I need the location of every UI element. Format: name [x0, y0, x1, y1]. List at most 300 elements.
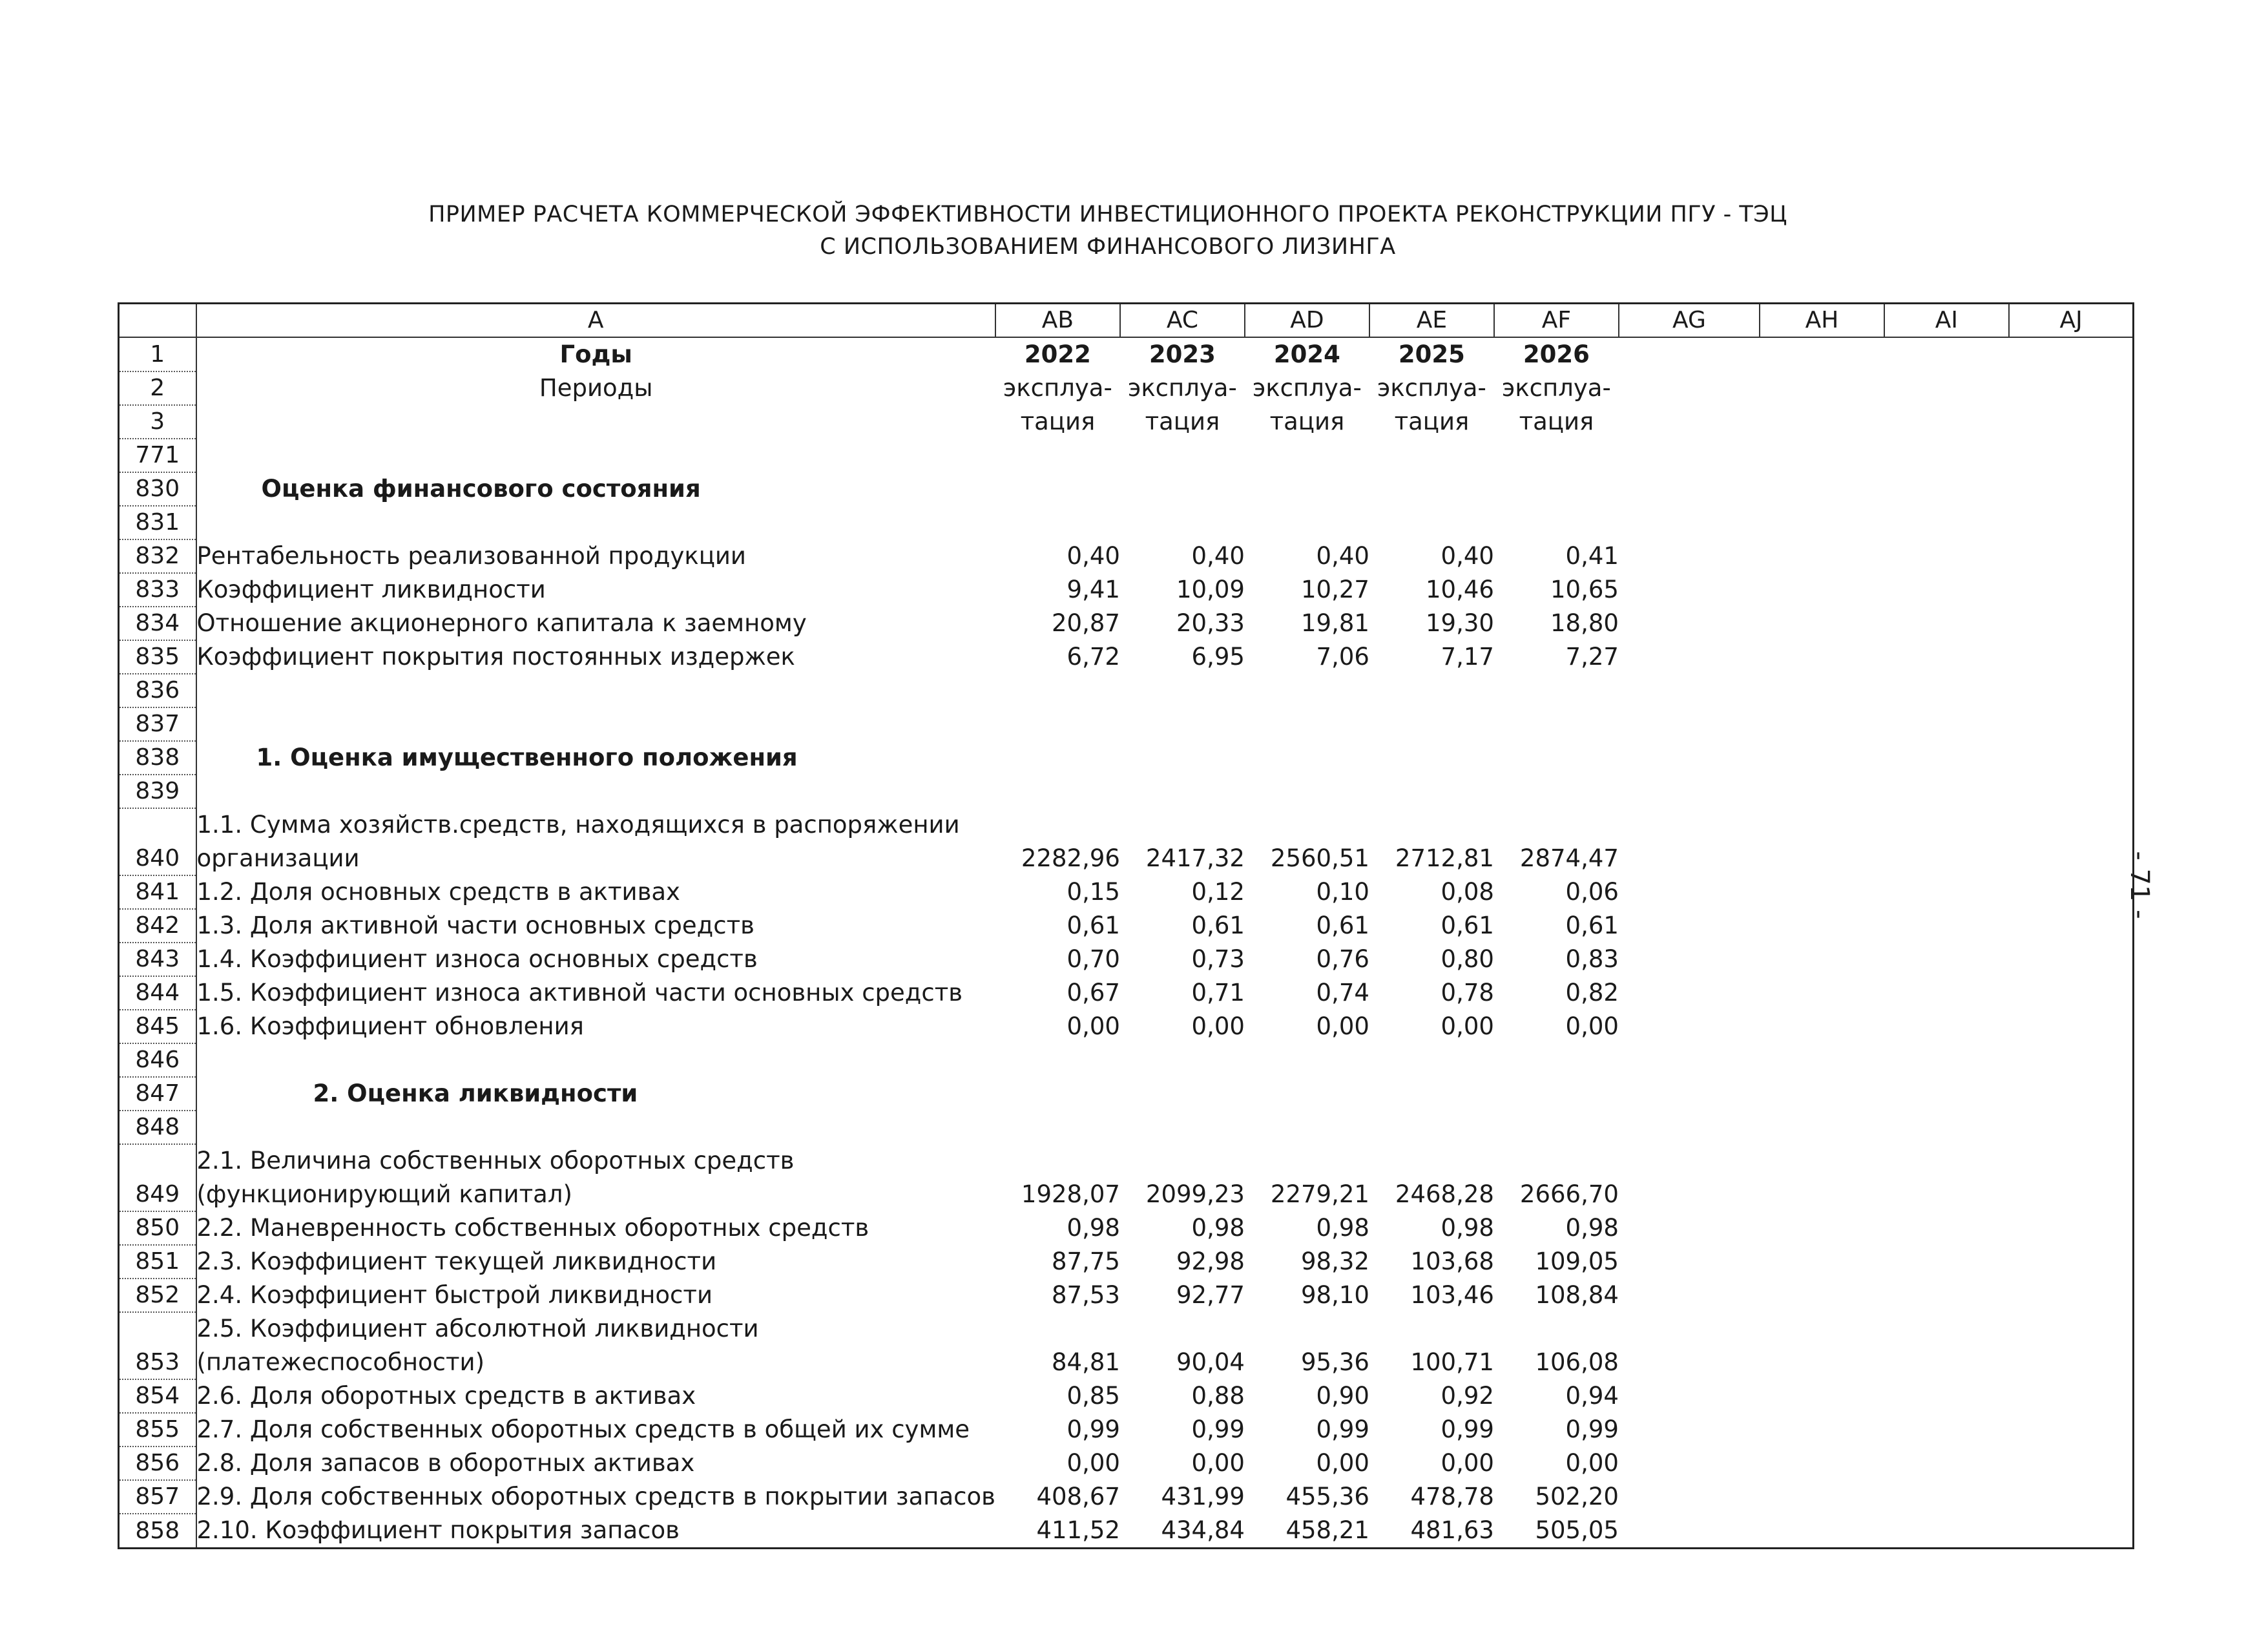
value-cell: 0,94 — [1565, 1381, 1619, 1410]
value-cell: 7,06 — [1316, 642, 1369, 671]
row-number: 837 — [119, 707, 196, 741]
value-cell — [1245, 707, 1369, 741]
value-cell: 0,82 — [1565, 978, 1619, 1007]
value-cell — [1494, 506, 1619, 539]
value-cell — [995, 1111, 1120, 1144]
value-cell: 0,00 — [1441, 1012, 1494, 1040]
empty-cell — [1619, 1077, 1760, 1111]
period-cell: эксплуа- — [1377, 373, 1486, 402]
table-row — [119, 1144, 2134, 1211]
empty-cell — [1884, 607, 2009, 640]
value-cell: 455,36 — [1285, 1482, 1369, 1510]
value-cell — [1120, 741, 1245, 775]
value-cell: 0,41 — [1565, 541, 1619, 570]
value-cell — [1245, 1111, 1369, 1144]
column-header: AE — [1369, 304, 1494, 337]
empty-cell — [1619, 1480, 1760, 1514]
empty-cell — [2009, 1245, 2134, 1279]
value-cell: 2874,47 — [1519, 844, 1619, 872]
spreadsheet-table — [118, 302, 2134, 1549]
empty-cell — [1619, 472, 1760, 506]
empty-cell — [2009, 1077, 2134, 1111]
value-cell: 19,81 — [1300, 609, 1369, 637]
document-subtitle: С ИСПОЛЬЗОВАНИЕМ ФИНАНСОВОГО ЛИЗИНГА — [820, 234, 1396, 260]
empty-cell — [2009, 1144, 2134, 1211]
value-cell: 0,00 — [1316, 1012, 1369, 1040]
value-cell: 18,80 — [1550, 609, 1619, 637]
table-row — [119, 573, 2134, 607]
value-cell: 0,71 — [1191, 978, 1245, 1007]
table-row — [119, 1514, 2134, 1549]
value-cell — [995, 472, 1120, 506]
table-row — [119, 1379, 2134, 1413]
value-cell — [1120, 707, 1245, 741]
value-cell: 6,72 — [1066, 642, 1120, 671]
value-cell — [1494, 674, 1619, 707]
table-row — [119, 875, 2134, 909]
value-cell — [995, 775, 1120, 808]
row-label: 1.3. Доля активной части основных средств — [196, 911, 754, 939]
value-cell: 0,00 — [1191, 1012, 1245, 1040]
column-header: AG — [1619, 304, 1760, 337]
value-cell — [1245, 741, 1369, 775]
table-row — [119, 1446, 2134, 1480]
empty-cell — [1619, 573, 1760, 607]
row-number: 3 — [119, 405, 196, 439]
row-label: 2.4. Коэффициент быстрой ликвидности — [196, 1280, 713, 1309]
empty-cell — [1619, 439, 1760, 472]
year-cell: 2024 — [1273, 340, 1340, 368]
empty-cell — [1760, 1379, 1884, 1413]
table-row — [119, 976, 2134, 1010]
row-label — [196, 707, 995, 741]
value-cell: 1928,07 — [1021, 1180, 1120, 1208]
empty-cell — [2009, 1446, 2134, 1480]
value-cell — [1120, 1077, 1245, 1111]
empty-cell — [1884, 909, 2009, 943]
empty-cell — [2009, 1480, 2134, 1514]
row-number: 843 — [119, 943, 196, 976]
empty-cell — [1760, 1446, 1884, 1480]
value-cell: 0,61 — [1441, 911, 1494, 939]
value-cell — [1369, 1043, 1494, 1077]
row-label: 1.1. Сумма хозяйств.средств, находящихся в распоряжении организации — [196, 810, 960, 872]
value-cell — [1494, 1111, 1619, 1144]
table-row — [119, 1279, 2134, 1312]
empty-cell — [1884, 1312, 2009, 1379]
empty-cell — [1760, 1077, 1884, 1111]
empty-cell — [1619, 674, 1760, 707]
table-row — [119, 775, 2134, 808]
period-cell: тация — [1519, 407, 1594, 435]
empty-cell — [1884, 1379, 2009, 1413]
empty-cell — [1760, 1514, 1884, 1549]
table-row — [119, 808, 2134, 875]
empty-cell — [1619, 1245, 1760, 1279]
empty-cell — [1760, 775, 1884, 808]
value-cell — [1120, 506, 1245, 539]
empty-cell — [1619, 775, 1760, 808]
value-cell: 87,53 — [1051, 1280, 1120, 1309]
row-label: 2.6. Доля оборотных средств в активах — [196, 1381, 696, 1410]
table-row — [119, 674, 2134, 707]
row-label: 2.8. Доля запасов в оборотных активах — [196, 1448, 695, 1477]
table-row — [119, 1077, 2134, 1111]
row-label: Периоды — [539, 373, 653, 402]
value-cell: 0,00 — [1441, 1448, 1494, 1477]
value-cell: 0,92 — [1441, 1381, 1494, 1410]
value-cell — [1245, 775, 1369, 808]
empty-cell — [2009, 943, 2134, 976]
value-cell — [1494, 707, 1619, 741]
empty-cell — [1884, 1514, 2009, 1549]
row-label — [196, 1111, 995, 1144]
empty-cell — [1760, 439, 1884, 472]
empty-cell — [2009, 1111, 2134, 1144]
value-cell — [1120, 775, 1245, 808]
years-row — [119, 337, 2134, 371]
empty-cell — [1760, 573, 1884, 607]
period-cell: эксплуа- — [1253, 373, 1362, 402]
empty-cell — [1619, 1279, 1760, 1312]
table-row — [119, 506, 2134, 539]
empty-cell — [2009, 640, 2134, 674]
empty-cell — [1760, 808, 1884, 875]
table-row — [119, 607, 2134, 640]
value-cell: 108,84 — [1535, 1280, 1619, 1309]
value-cell — [1369, 741, 1494, 775]
row-label: 1. Оценка имущественного положения — [256, 743, 798, 771]
column-header: AJ — [2009, 304, 2134, 337]
row-number: 847 — [119, 1077, 196, 1111]
row-number: 846 — [119, 1043, 196, 1077]
empty-cell — [1760, 909, 1884, 943]
empty-cell — [2009, 439, 2134, 472]
row-number: 844 — [119, 976, 196, 1010]
empty-cell — [2009, 741, 2134, 775]
value-cell: 0,78 — [1441, 978, 1494, 1007]
column-header: AD — [1245, 304, 1369, 337]
row-label — [196, 439, 995, 472]
empty-cell — [1760, 1312, 1884, 1379]
value-cell: 92,77 — [1176, 1280, 1245, 1309]
value-cell: 0,00 — [1565, 1448, 1619, 1477]
value-cell — [1120, 1111, 1245, 1144]
row-label: Коэффициент ликвидности — [196, 575, 546, 603]
value-cell: 0,00 — [1316, 1448, 1369, 1477]
empty-cell — [1760, 1245, 1884, 1279]
value-cell — [1494, 741, 1619, 775]
empty-cell — [1884, 707, 2009, 741]
row-label — [196, 1043, 995, 1077]
value-cell: 2279,21 — [1270, 1180, 1369, 1208]
value-cell — [1245, 674, 1369, 707]
row-number: 833 — [119, 573, 196, 607]
table-row — [119, 640, 2134, 674]
value-cell — [1245, 472, 1369, 506]
value-cell: 2712,81 — [1395, 844, 1494, 872]
value-cell: 502,20 — [1535, 1482, 1619, 1510]
empty-cell — [1884, 1245, 2009, 1279]
value-cell: 0,98 — [1441, 1213, 1494, 1242]
value-cell: 95,36 — [1300, 1348, 1369, 1376]
value-cell — [995, 1077, 1120, 1111]
value-cell: 434,84 — [1161, 1516, 1245, 1544]
value-cell: 431,99 — [1161, 1482, 1245, 1510]
value-cell: 10,46 — [1425, 575, 1494, 603]
value-cell: 478,78 — [1410, 1482, 1494, 1510]
empty-cell — [2009, 1010, 2134, 1043]
empty-cell — [1884, 741, 2009, 775]
value-cell: 0,61 — [1316, 911, 1369, 939]
value-cell: 103,68 — [1410, 1247, 1494, 1275]
value-cell: 481,63 — [1410, 1516, 1494, 1544]
value-cell — [1494, 1043, 1619, 1077]
value-cell — [995, 1043, 1120, 1077]
row-number: 835 — [119, 640, 196, 674]
value-cell: 92,98 — [1176, 1247, 1245, 1275]
value-cell: 0,00 — [1066, 1012, 1120, 1040]
value-cell: 0,98 — [1191, 1213, 1245, 1242]
value-cell — [995, 506, 1120, 539]
value-cell — [995, 439, 1120, 472]
value-cell — [995, 741, 1120, 775]
value-cell: 20,33 — [1176, 609, 1245, 637]
value-cell: 0,61 — [1565, 911, 1619, 939]
row-label: Рентабельность реализованной продукции — [196, 541, 746, 570]
value-cell: 109,05 — [1535, 1247, 1619, 1275]
table-row — [119, 1043, 2134, 1077]
row-label — [196, 405, 995, 439]
row-label: 2.7. Доля собственных оборотных средств в общей их сумме — [196, 1415, 970, 1443]
value-cell: 408,67 — [1036, 1482, 1120, 1510]
empty-cell — [1884, 943, 2009, 976]
value-cell — [1245, 1077, 1369, 1111]
value-cell: 0,83 — [1565, 945, 1619, 973]
value-cell: 10,65 — [1550, 575, 1619, 603]
value-cell: 0,99 — [1066, 1415, 1120, 1443]
column-header: A — [196, 304, 995, 337]
empty-cell — [1760, 976, 1884, 1010]
row-number: 849 — [119, 1144, 196, 1211]
row-label — [196, 506, 995, 539]
empty-cell — [1760, 741, 1884, 775]
periods-row-2 — [119, 405, 2134, 439]
value-cell — [1494, 472, 1619, 506]
value-cell — [1245, 506, 1369, 539]
empty-cell — [1619, 741, 1760, 775]
value-cell: 0,40 — [1316, 541, 1369, 570]
value-cell: 411,52 — [1036, 1516, 1120, 1544]
table-row — [119, 1111, 2134, 1144]
empty-cell — [1760, 707, 1884, 741]
year-cell: 2023 — [1149, 340, 1216, 368]
row-number: 840 — [119, 808, 196, 875]
value-cell: 0,99 — [1316, 1415, 1369, 1443]
value-cell — [1369, 707, 1494, 741]
empty-cell — [2009, 808, 2134, 875]
empty-cell — [1619, 909, 1760, 943]
value-cell: 87,75 — [1051, 1247, 1120, 1275]
row-number: 851 — [119, 1245, 196, 1279]
value-cell — [1120, 472, 1245, 506]
row-number: 853 — [119, 1312, 196, 1379]
empty-cell — [1760, 1111, 1884, 1144]
row-label: 2.3. Коэффициент текущей ликвидности — [196, 1247, 717, 1275]
value-cell: 0,00 — [1066, 1448, 1120, 1477]
value-cell: 19,30 — [1425, 609, 1494, 637]
empty-cell — [1884, 1279, 2009, 1312]
value-cell: 103,46 — [1410, 1280, 1494, 1309]
row-label: 2.2. Маневренность собственных оборотных средств — [196, 1213, 869, 1242]
value-cell: 84,81 — [1051, 1348, 1120, 1376]
row-label: 2.10. Коэффициент покрытия запасов — [196, 1516, 680, 1544]
empty-cell — [1619, 539, 1760, 573]
empty-cell — [1760, 674, 1884, 707]
period-cell: эксплуа- — [1502, 373, 1611, 402]
empty-cell — [1760, 1010, 1884, 1043]
empty-cell — [2009, 1379, 2134, 1413]
periods-row — [119, 371, 2134, 405]
value-cell — [1245, 1043, 1369, 1077]
empty-cell — [1619, 976, 1760, 1010]
empty-cell — [1884, 1144, 2009, 1211]
value-cell: 2417,32 — [1145, 844, 1245, 872]
value-cell: 10,27 — [1300, 575, 1369, 603]
table-row — [119, 707, 2134, 741]
empty-cell — [1884, 1010, 2009, 1043]
row-label: Отношение акционерного капитала к заемному — [196, 609, 807, 637]
empty-cell — [1884, 1077, 2009, 1111]
empty-cell — [1760, 943, 1884, 976]
row-label: Оценка финансового состояния — [261, 474, 701, 503]
period-cell: тация — [1020, 407, 1096, 435]
empty-cell — [2009, 1279, 2134, 1312]
value-cell: 0,73 — [1191, 945, 1245, 973]
empty-cell — [2009, 1312, 2134, 1379]
empty-cell — [1760, 607, 1884, 640]
value-cell: 0,99 — [1191, 1415, 1245, 1443]
row-number: 839 — [119, 775, 196, 808]
value-cell: 100,71 — [1410, 1348, 1494, 1376]
row-number: 842 — [119, 909, 196, 943]
empty-cell — [1619, 808, 1760, 875]
empty-cell — [2009, 506, 2134, 539]
row-label: 1.2. Доля основных средств в активах — [196, 877, 680, 906]
row-number: 838 — [119, 741, 196, 775]
row-label: Коэффициент покрытия постоянных издержек — [196, 642, 795, 671]
table-row — [119, 539, 2134, 573]
empty-cell — [1760, 875, 1884, 909]
row-label: Годы — [559, 340, 632, 368]
empty-cell — [1884, 674, 2009, 707]
year-cell: 2022 — [1024, 340, 1091, 368]
empty-cell — [1619, 875, 1760, 909]
row-number: 845 — [119, 1010, 196, 1043]
empty-cell — [1884, 1413, 2009, 1446]
page-number: - 71 - — [2125, 851, 2154, 919]
empty-cell — [1619, 943, 1760, 976]
value-cell: 0,00 — [1565, 1012, 1619, 1040]
value-cell: 0,15 — [1066, 877, 1120, 906]
value-cell: 0,98 — [1316, 1213, 1369, 1242]
value-cell: 0,76 — [1316, 945, 1369, 973]
value-cell: 2468,28 — [1395, 1180, 1494, 1208]
value-cell: 0,90 — [1316, 1381, 1369, 1410]
empty-cell — [2009, 707, 2134, 741]
empty-cell — [1760, 1279, 1884, 1312]
empty-cell — [1884, 875, 2009, 909]
value-cell — [1120, 674, 1245, 707]
value-cell — [995, 674, 1120, 707]
row-number: 855 — [119, 1413, 196, 1446]
row-number: 771 — [119, 439, 196, 472]
empty-cell — [1884, 808, 2009, 875]
value-cell: 0,99 — [1441, 1415, 1494, 1443]
row-number: 831 — [119, 506, 196, 539]
value-cell: 0,61 — [1066, 911, 1120, 939]
empty-cell — [1760, 1043, 1884, 1077]
row-number: 852 — [119, 1279, 196, 1312]
empty-cell — [1884, 439, 2009, 472]
value-cell: 0,40 — [1441, 541, 1494, 570]
value-cell — [1369, 472, 1494, 506]
row-label: 1.5. Коэффициент износа активной части основных средств — [196, 978, 963, 1007]
value-cell — [995, 707, 1120, 741]
value-cell: 106,08 — [1535, 1348, 1619, 1376]
value-cell — [1245, 439, 1369, 472]
row-number: 832 — [119, 539, 196, 573]
period-cell: тация — [1145, 407, 1220, 435]
document-title: ПРИМЕР РАСЧЕТА КОММЕРЧЕСКОЙ ЭФФЕКТИВНОСТИ ИНВЕСТИЦИОННОГО ПРОЕКТА РЕКОНСТРУКЦИИ ПГУ - ТЭЦ — [428, 202, 1787, 227]
empty-cell — [1884, 539, 2009, 573]
table-row — [119, 1245, 2134, 1279]
empty-cell — [1884, 775, 2009, 808]
empty-cell — [1619, 1379, 1760, 1413]
row-number: 830 — [119, 472, 196, 506]
row-number: 834 — [119, 607, 196, 640]
value-cell: 9,41 — [1066, 575, 1120, 603]
value-cell: 0,00 — [1191, 1448, 1245, 1477]
empty-cell — [1884, 506, 2009, 539]
value-cell: 2282,96 — [1021, 844, 1120, 872]
row-number: 836 — [119, 674, 196, 707]
row-number: 1 — [119, 337, 196, 371]
empty-cell — [1619, 607, 1760, 640]
value-cell: 0,88 — [1191, 1381, 1245, 1410]
period-cell: эксплуа- — [1128, 373, 1237, 402]
value-cell: 0,67 — [1066, 978, 1120, 1007]
empty-cell — [2009, 1514, 2134, 1549]
empty-cell — [2009, 1211, 2134, 1245]
period-cell: эксплуа- — [1003, 373, 1112, 402]
value-cell: 10,09 — [1176, 575, 1245, 603]
empty-cell — [1619, 1111, 1760, 1144]
period-cell: тация — [1394, 407, 1470, 435]
row-number: 858 — [119, 1514, 196, 1549]
value-cell: 2560,51 — [1270, 844, 1369, 872]
empty-cell — [1760, 1144, 1884, 1211]
empty-cell — [1884, 1480, 2009, 1514]
empty-cell — [1760, 1480, 1884, 1514]
year-cell: 2026 — [1523, 340, 1590, 368]
row-number: 854 — [119, 1379, 196, 1413]
empty-cell — [1619, 1144, 1760, 1211]
value-cell: 90,04 — [1176, 1348, 1245, 1376]
empty-cell — [1884, 976, 2009, 1010]
value-cell: 2099,23 — [1145, 1180, 1245, 1208]
value-cell: 0,70 — [1066, 945, 1120, 973]
